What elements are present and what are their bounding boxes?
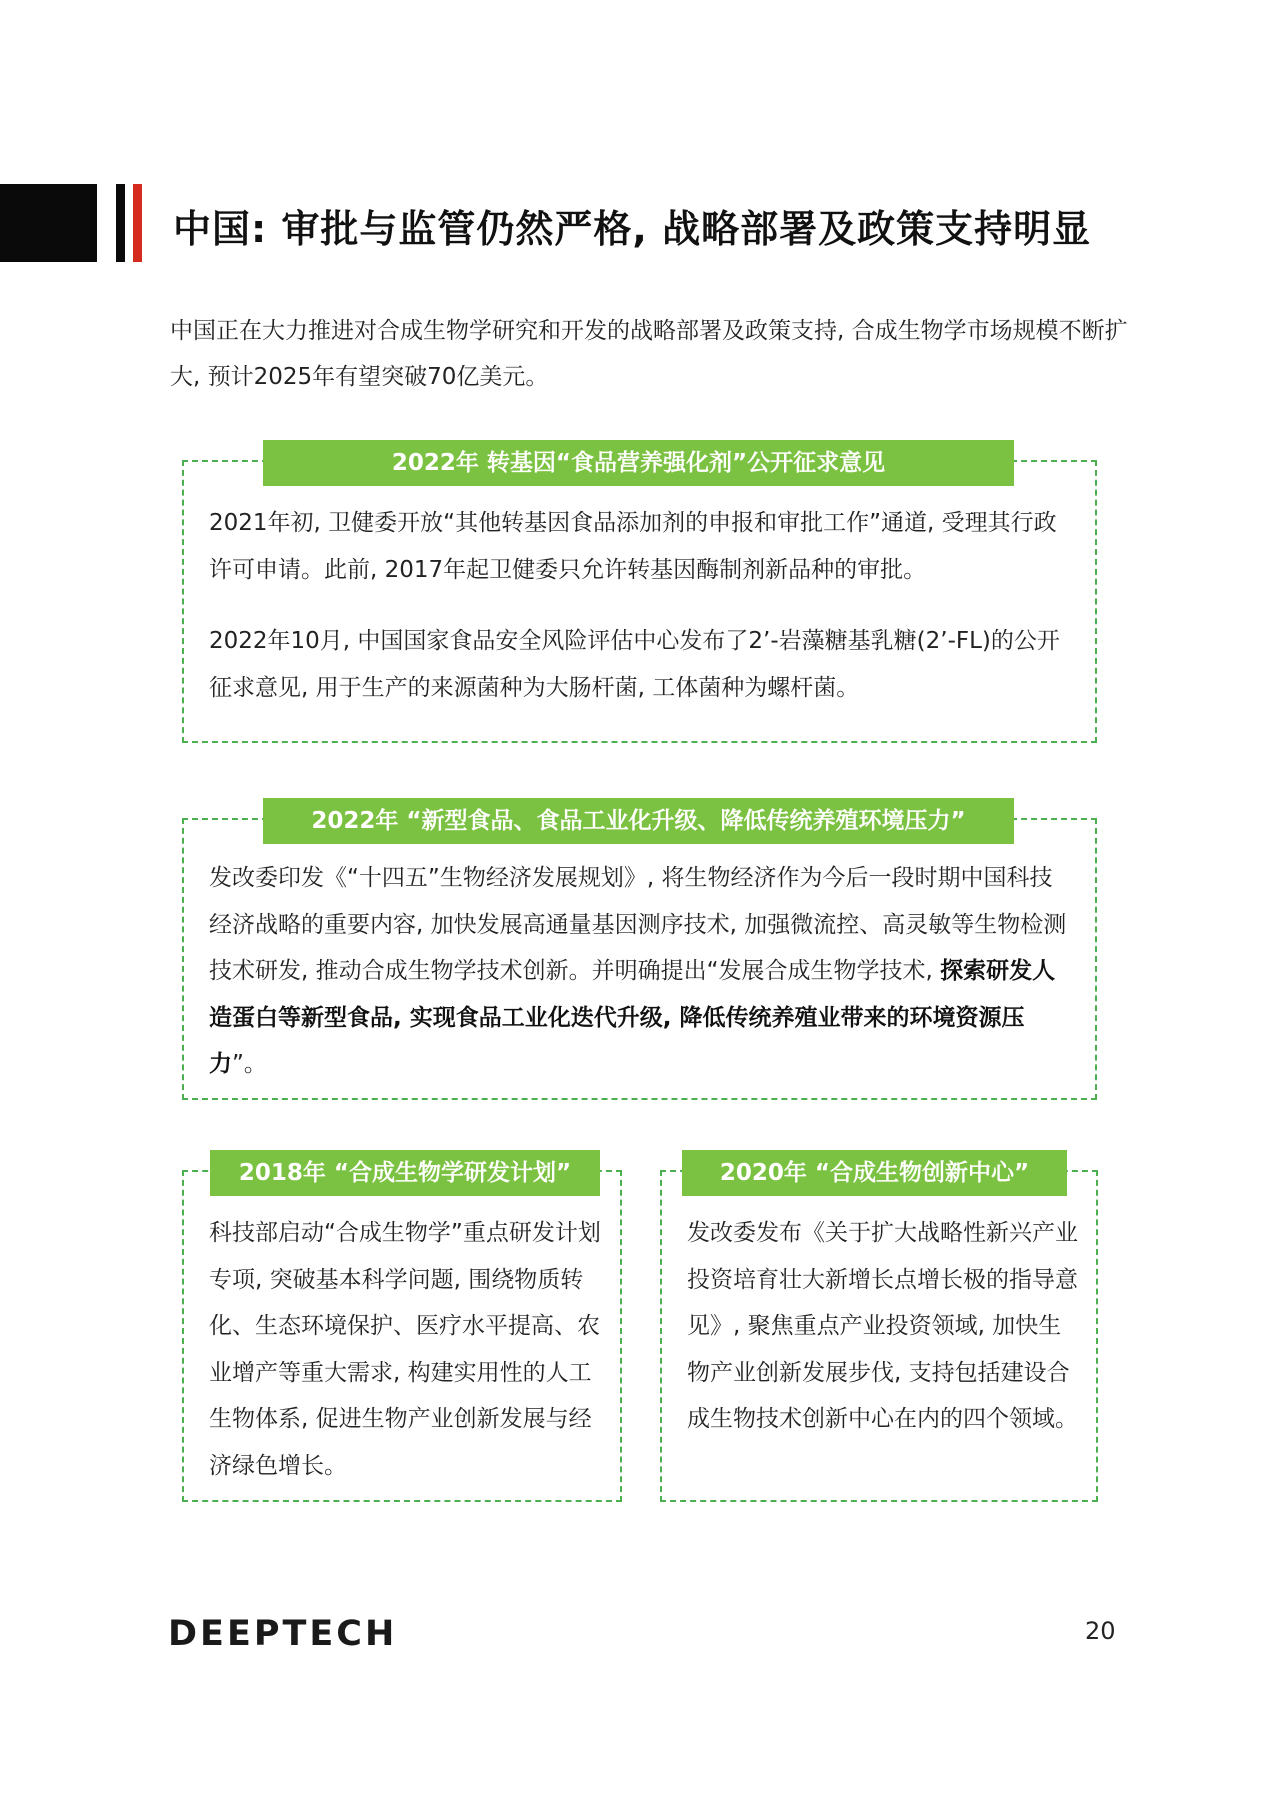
panel-synbio-rd-plan [182, 1160, 622, 1502]
header-black-block [0, 184, 97, 262]
panel-body [209, 1210, 602, 1489]
panel-text-bold: 探索研发人造蛋白等新型食品, 实现食品工业化迭代升级, 降低传统养殖业带来的环境资源压力 [209, 958, 1056, 1077]
panel-paragraph: 2022年10月, 中国国家食品安全风险评估中心发布了2’-岩藻糖基乳糖(2’-FL)的公开征求意见, 用于生产的来源菌种为大肠杆菌, 工体菌种为螺杆菌。 [209, 628, 1060, 701]
panel-body [209, 855, 1075, 1088]
panel-paragraph: 科技部启动“合成生物学”重点研发计划专项, 突破基本科学问题, 围绕物质转化、生态环境保护、医疗水平提高、农业增产等重大需求, 构建实用性的人工生物体系, 促进生物产业创新发展与经济绿色增长。 [209, 1220, 601, 1479]
panel-innovation-center [660, 1160, 1098, 1502]
header-black-stripe [116, 184, 125, 262]
panel-gmo-fortifier [182, 450, 1097, 743]
page-number: 20 [1085, 1617, 1116, 1645]
panel-title: 2018年 “合成生物学研发计划” [210, 1150, 600, 1196]
panel-title: 2022年 “新型食品、食品工业化升级、降低传统养殖环境压力” [263, 798, 1014, 844]
panel-paragraph [209, 855, 1075, 1088]
panel-paragraph: 发改委发布《关于扩大战略性新兴产业投资培育壮大新增长点增长极的指导意见》, 聚焦重点产业投资领域, 加快生物产业创新发展步伐, 支持包括建设合成生物技术创新中心在内的四个领域。 [687, 1220, 1078, 1432]
panel-title: 2020年 “合成生物创新中心” [682, 1150, 1067, 1196]
panel-text: ”。 [232, 1051, 267, 1077]
header-red-stripe [133, 184, 142, 262]
intro-paragraph: 中国正在大力推进对合成生物学研究和开发的战略部署及政策支持, 合成生物学市场规模不断扩大, 预计2025年有望突破70亿美元。 [170, 318, 1128, 390]
deeptech-logo: DEEPTECH [168, 1614, 398, 1654]
panel-body [209, 500, 1075, 711]
panel-title: 2022年 转基因“食品营养强化剂”公开征求意见 [263, 440, 1014, 486]
panel-text: 发改委印发《“十四五”生物经济发展规划》, 将生物经济作为今后一段时期中国科技经济战略的重要内容, 加快发展高通量基因测序技术, 加强微流控、高灵敏等生物检测技术研发, 推动合成生物学技术创新。并明确提出“发展合成生物学技术, [209, 865, 1067, 984]
page-title: 中国: 审批与监管仍然严格, 战略部署及政策支持明显 [173, 207, 1092, 251]
panel-body [687, 1210, 1080, 1443]
panel-novel-food [182, 808, 1097, 1100]
panel-paragraph: 2021年初, 卫健委开放“其他转基因食品添加剂的申报和审批工作”通道, 受理其行政许可申请。此前, 2017年起卫健委只允许转基因酶制剂新品种的审批。 [209, 510, 1057, 583]
